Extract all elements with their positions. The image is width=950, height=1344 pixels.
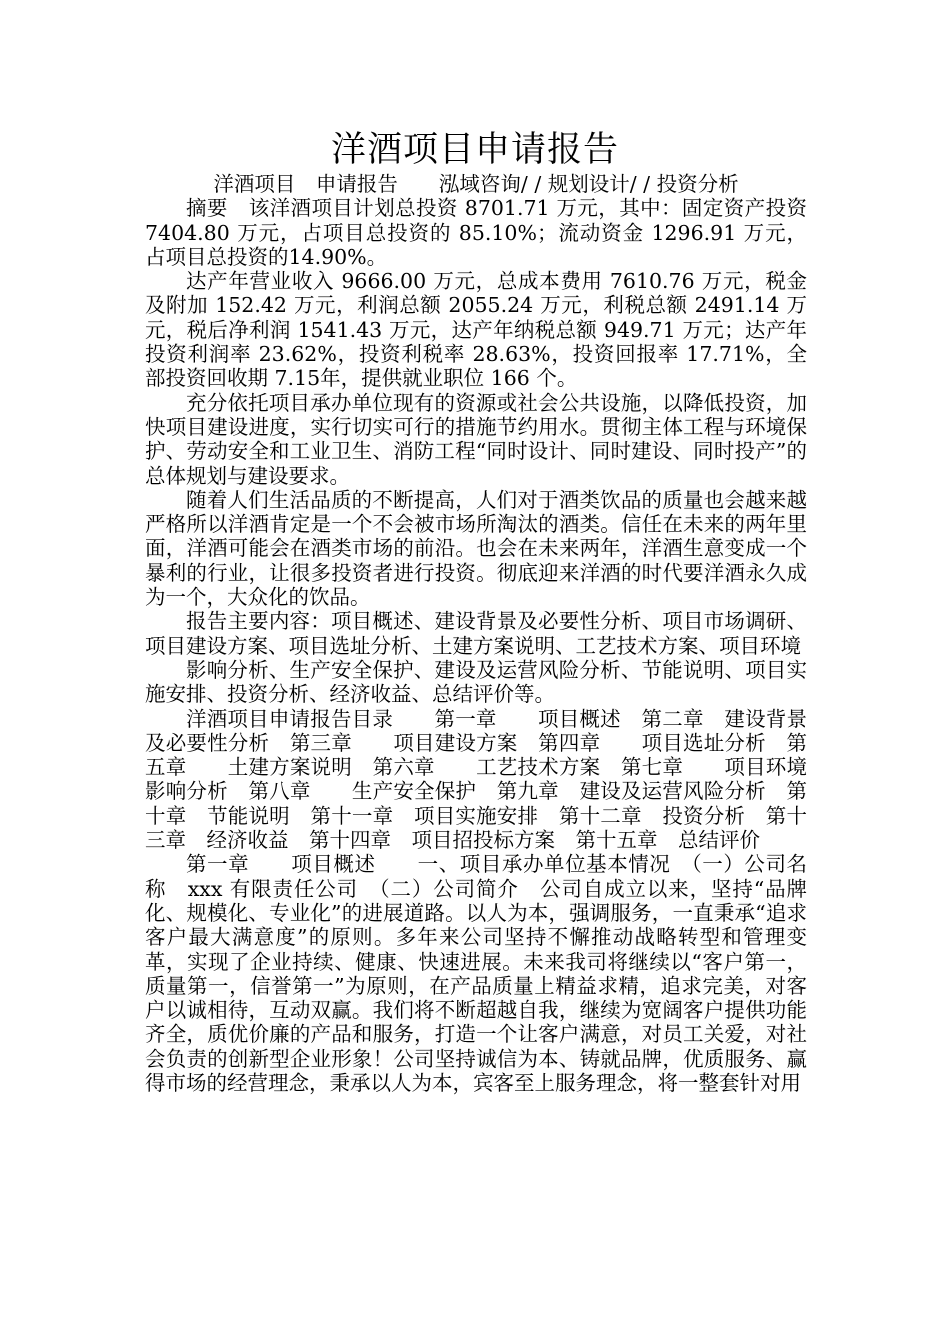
table-of-contents-paragraph: 洋酒项目申请报告目录 第一章 项目概述 第二章 建设背景及必要性分析 第三章 项目建设方案 第四章 项目选址分析 第五章 土建方案说明 第六章 工艺技术方案 第七章 项目环境影响分析 第八章 生产安全保护 第九章 建设及运营风险分析 第十章 节能说明 第十一章 项目实施安排 第十二章 投资分析 第十三章 经济收益 第十四章 项目招投标方案 第十五章 总结评价	[145, 706, 807, 853]
contents-summary-continued-paragraph: 影响分析、生产安全保护、建设及运营风险分析、节能说明、项目实施安排、投资分析、经济收益、总结评价等。	[145, 657, 807, 707]
revenue-paragraph: 达产年营业收入 9666.00 万元，总成本费用 7610.76 万元，税金及附加 152.42 万元，利润总额 2055.24 万元，利税总额 2491.14 万元，税后净利润 1541.43 万元，达产年纳税总额 949.71 万元；达产年投资利润率 23.62%，投资利税率 28.63%，投资回报率 17.71%，全部投资回收期 7.15年，提供就业职位 166 个。	[145, 269, 807, 391]
document-subtitle: 洋酒项目 申请报告 泓域咨询/ / 规划设计/ / 投资分析	[213, 172, 739, 196]
document-body	[145, 172, 807, 1095]
infrastructure-paragraph: 充分依托项目承办单位现有的资源或社会公共设施，以降低投资，加快项目建设进度，实行切实可行的措施节约用水。贯彻主体工程与环境保护、劳动安全和工业卫生、消防工程“同时设计、同时建设、同时投产”的总体规划与建设要求。	[145, 390, 807, 488]
market-paragraph: 随着人们生活品质的不断提高，人们对于酒类饮品的质量也会越来越严格所以洋酒肯定是一个不会被市场所淘汰的酒类。信任在未来的两年里面，洋酒可能会在酒类市场的前沿。也会在未来两年，洋酒生意变成一个暴利的行业，让很多投资者进行投资。彻底迎来洋酒的时代要洋酒永久成为一个，大众化的饮品。	[145, 487, 807, 610]
document-title: 洋酒项目申请报告	[330, 130, 619, 170]
contents-summary-paragraph: 报告主要内容：项目概述、建设背景及必要性分析、项目市场调研、项目建设方案、项目选址分析、土建方案说明、工艺技术方案、项目环境	[145, 609, 807, 658]
chapter-one-paragraph: 第一章 项目概述 一、项目承办单位基本情况 （一）公司名称 xxx 有限责任公司 （二）公司简介 公司自成立以来，坚持“品牌化、规模化、专业化”的进展道路。以人为本，强调服务，一直秉承“追求客户最大满意度”的原则。多年来公司坚持不懈推动战略转型和管理变革，实现了企业持续、健康、快速进展。未来我司将继续以“客户第一，质量第一，信誉第一”为原则，在产品质量上精益求精，追求完美，对客户以诚相待，互动双赢。我们将不断超越自我，继续为宽阔客户提供功能齐全，质优价廉的产品和服务，打造一个让客户满意，对员工关爱，对社会负责的创新型企业形象！公司坚持诚信为本、铸就品牌，优质服务、赢得市场的经营理念，秉承以人为本，宾客至上服务理念，将一整套针对用	[145, 852, 807, 1095]
abstract-paragraph: 摘要 该洋酒项目计划总投资 8701.71 万元，其中：固定资产投资 7404.80 万元，占项目总投资的 85.10%；流动资金 1296.91 万元，占项目总投资的14.90%。	[145, 196, 807, 269]
